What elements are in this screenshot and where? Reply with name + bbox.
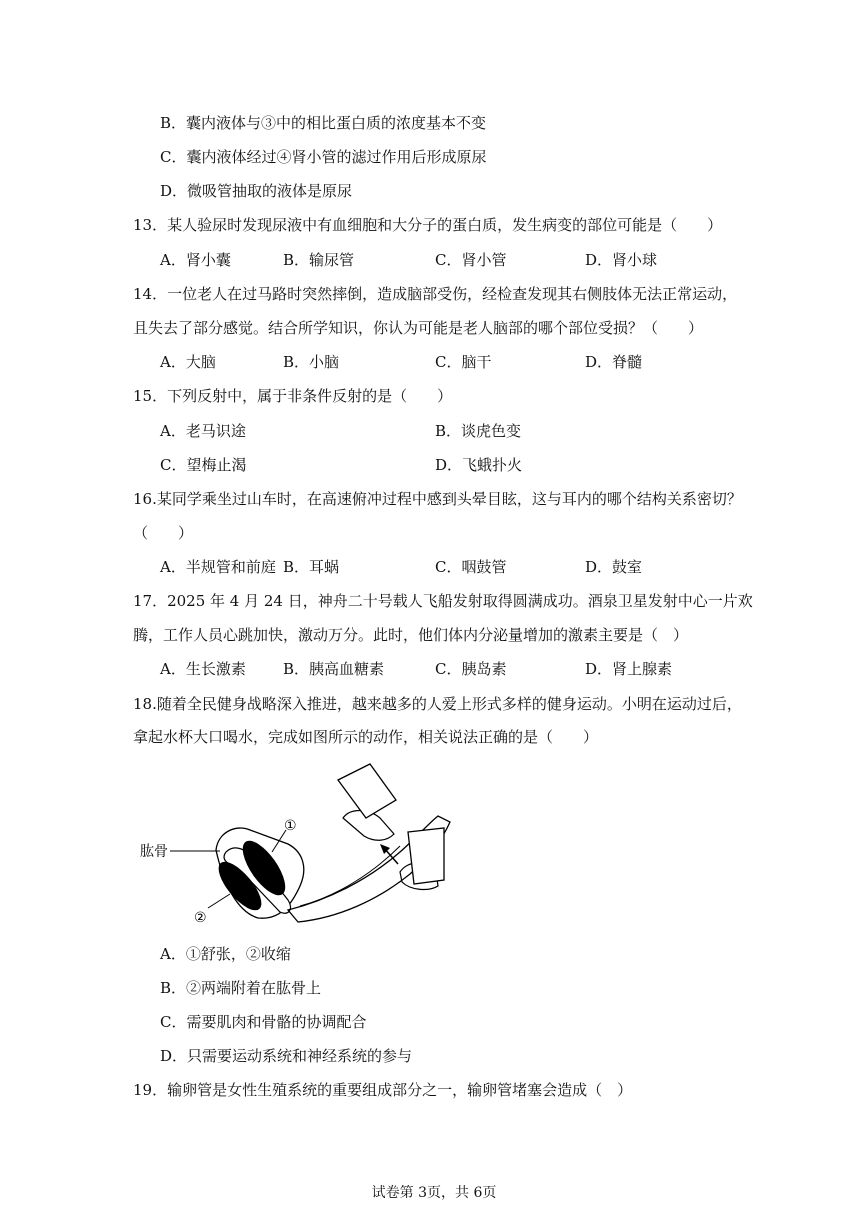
q13-stem: 13．某人验尿时发现尿液中有血细胞和大分子的蛋白质，发生病变的部位可能是（ ） (133, 216, 723, 234)
q12-option-c: C．囊内液体经过④肾小管的滤过作用后形成原尿 (160, 148, 487, 166)
q19-stem: 19．输卵管是女性生殖系统的重要组成部分之一，输卵管堵塞会造成（ ） (133, 1081, 633, 1099)
arm-muscle-figure (138, 760, 608, 930)
q16-option-c: C．咽鼓管 (435, 558, 507, 576)
q15-option-b: B．谈虎色变 (435, 422, 522, 440)
q16-option-a: A．半规管和前庭 (160, 558, 276, 576)
q16-stem-line2: （ ） (133, 524, 194, 542)
q17-stem-line2: 腾，工作人员心跳加快，激动万分。此时，他们体内分泌量增加的激素主要是（ ） (133, 626, 689, 644)
muscle-1-label: ① (284, 818, 297, 834)
q16-stem-line1: 16.某同学乘坐过山车时，在高速俯冲过程中感到头晕目眩，这与耳内的哪个结构关系密切？ (133, 490, 742, 508)
q17-option-b: B．胰高血糖素 (283, 660, 385, 678)
muscle-2-label: ② (194, 910, 207, 926)
q18-option-a: A．①舒张，②收缩 (160, 945, 291, 963)
cup-upright (408, 828, 444, 884)
q16-option-d: D．鼓室 (585, 558, 643, 576)
q16-option-b: B．耳蜗 (283, 558, 340, 576)
q17-option-a: A．生长激素 (160, 660, 246, 678)
cup-tilted (338, 764, 396, 818)
q17-option-d: D．肾上腺素 (585, 660, 673, 678)
arm-diagram-svg (138, 760, 608, 930)
q13-option-d: D．肾小球 (585, 251, 658, 269)
q14-option-a: A．大脑 (160, 353, 216, 371)
q18-option-b: B．②两端附着在肱骨上 (160, 979, 322, 997)
q14-option-b: B．小脑 (283, 353, 340, 371)
q15-option-c: C．望梅止渴 (160, 456, 247, 474)
q13-option-b: B．输尿管 (283, 251, 355, 269)
q17-option-c: C．胰岛素 (435, 660, 507, 678)
forearm-bone-line (300, 846, 400, 906)
q13-option-a: A．肾小囊 (160, 251, 231, 269)
q18-option-c: C．需要肌肉和骨骼的协调配合 (160, 1013, 367, 1031)
q12-option-d: D．微吸管抽取的液体是原尿 (160, 182, 353, 200)
muscle-2-pointer (208, 894, 230, 908)
page-footer: 试卷第 3页，共 6页 (371, 1185, 497, 1201)
q15-option-a: A．老马识途 (160, 422, 246, 440)
q14-stem-line1: 14．一位老人在过马路时突然摔倒，造成脑部受伤，经检查发现其右侧肢体无法正常运动， (133, 285, 738, 303)
q13-option-c: C．肾小管 (435, 251, 507, 269)
humerus-label: 肱骨 (140, 845, 168, 860)
q18-option-d: D．只需要运动系统和神经系统的参与 (160, 1047, 413, 1065)
q14-stem-line2: 且失去了部分感觉。结合所学知识，你认为可能是老人脑部的哪个部位受损？（ ） (133, 319, 704, 337)
q17-stem-line1: 17．2025 年 4 月 24 日，神舟二十号载人飞船发射取得圆满成功。酒泉卫星发射中心一片欢 (133, 592, 753, 610)
q14-option-c: C．脑干 (435, 353, 492, 371)
q15-stem: 15．下列反射中，属于非条件反射的是（ ） (133, 387, 453, 405)
q18-stem-line2: 拿起水杯大口喝水，完成如图所示的动作，相关说法正确的是（ ） (133, 728, 599, 746)
q14-option-d: D．脊髓 (585, 353, 643, 371)
q15-option-d: D．飞蛾扑火 (435, 456, 523, 474)
q12-option-b: B．囊内液体与③中的相比蛋白质的浓度基本不变 (160, 114, 487, 132)
q18-stem-line1: 18.随着全民健身战略深入推进，越来越多的人爱上形式多样的健身运动。小明在运动过后， (133, 695, 742, 713)
